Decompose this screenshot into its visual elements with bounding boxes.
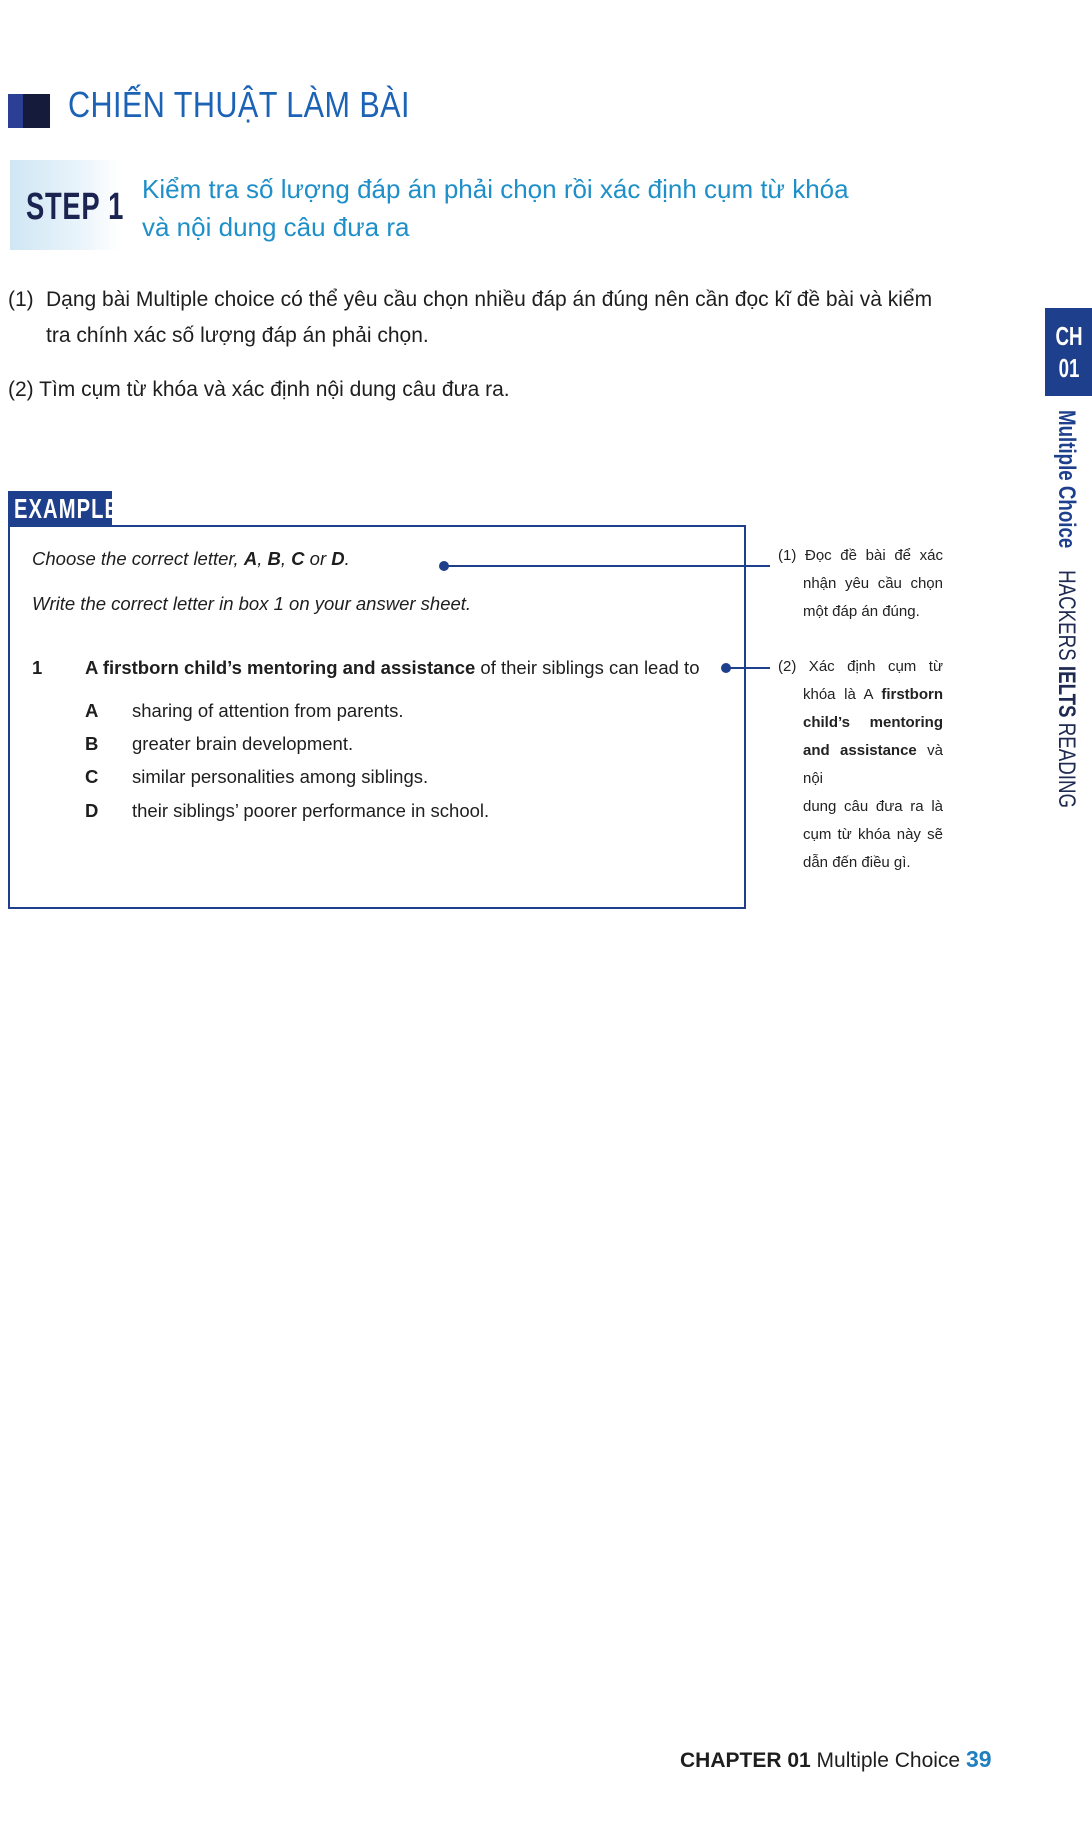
heading-square-icon (8, 94, 50, 128)
note-2-text: khóa là A (803, 686, 882, 703)
page-number: 39 (965, 1746, 992, 1772)
note-2-keyword: and assistance (803, 742, 917, 759)
side-chapter-name: Multiple Choice (1053, 410, 1080, 549)
period: . (344, 548, 350, 569)
question-text (85, 657, 699, 679)
note-1-line: nhận yêu cầu chọn (803, 575, 943, 592)
page-footer (680, 1746, 992, 1773)
chapter-tab-label (1055, 320, 1084, 384)
note-2 (778, 653, 943, 877)
paragraph-2: (2) Tìm cụm từ khóa và xác định nội dung câu đưa ra. (8, 378, 510, 401)
option-letter: C (85, 766, 99, 787)
footer-title: Multiple Choice (810, 1749, 966, 1772)
note-2-keyword: child’s (803, 714, 850, 731)
option-text: greater brain development. (132, 733, 354, 754)
question-number: 1 (32, 657, 43, 678)
example-label: EXAMPLE (14, 493, 120, 524)
letter-d: D (331, 548, 345, 569)
option-letter: B (85, 733, 99, 754)
leader-line-2 (726, 667, 770, 669)
note-1-line: (1) Đọc đề bài để xác (778, 547, 943, 564)
note-2-line: (2) Xác định cụm từ (778, 658, 943, 675)
option-text: their siblings’ poorer performance in school. (132, 800, 490, 821)
question-keyword: A firstborn child’s mentoring and assistance (85, 657, 476, 678)
side-brand-bold: IELTS (1053, 665, 1080, 718)
letter-b: B (267, 548, 281, 569)
side-running-title (1052, 410, 1080, 808)
instruction-1 (32, 548, 350, 570)
paragraph-1-line1: Dạng bài Multiple choice có thể yêu cầu chọn nhiều đáp án đúng nên cần đọc kĩ đề bài và kiểm (46, 288, 933, 311)
note-2-text: và nội (803, 742, 944, 787)
instruction-1-prefix: Choose the correct letter, (32, 548, 244, 569)
step-label: STEP 1 (26, 186, 125, 228)
separator-or: or (304, 548, 332, 569)
letter-a: A (243, 548, 258, 569)
step-description-line2: và nội dung câu đưa ra (142, 212, 410, 242)
option-letter: D (85, 800, 99, 821)
separator: , (257, 548, 268, 569)
option-text: similar personalities among siblings. (132, 766, 429, 787)
footer-chapter: CHAPTER 01 (680, 1749, 811, 1772)
option-letter: A (85, 700, 99, 721)
chapter-tab-line2: 01 (1058, 353, 1080, 383)
paragraph-1 (8, 282, 983, 354)
step-description-line1: Kiểm tra số lượng đáp án phải chọn rồi xác định cụm từ khóa (142, 174, 849, 204)
separator: , (280, 548, 292, 569)
side-brand: HACKERS (1053, 570, 1080, 666)
leader-line-1 (444, 565, 770, 567)
option-text: sharing of attention from parents. (132, 700, 404, 721)
note-2-line: cụm từ khóa này sẽ (803, 826, 943, 843)
note-2-keyword: firstborn (881, 686, 943, 703)
step-description (142, 170, 942, 246)
chapter-tab-line1: CH (1055, 321, 1083, 351)
letter-c: C (291, 548, 305, 569)
instruction-2: Write the correct letter in box 1 on your answer sheet. (32, 593, 472, 614)
note-2-keyword: mentoring (869, 714, 943, 731)
paragraph-1-line2: tra chính xác số lượng đáp án phải chọn. (46, 324, 429, 347)
note-2-line: dẫn đến điều gì. (803, 854, 911, 871)
paragraph-1-number: (1) (8, 288, 34, 311)
question-rest: of their siblings can lead to (475, 657, 700, 678)
side-brand-tail: READING (1053, 717, 1080, 809)
section-title: CHIẾN THUẬT LÀM BÀI (68, 84, 410, 125)
note-2-line: dung câu đưa ra là (803, 798, 943, 815)
note-1-line: một đáp án đúng. (803, 603, 920, 620)
note-1 (778, 542, 943, 626)
